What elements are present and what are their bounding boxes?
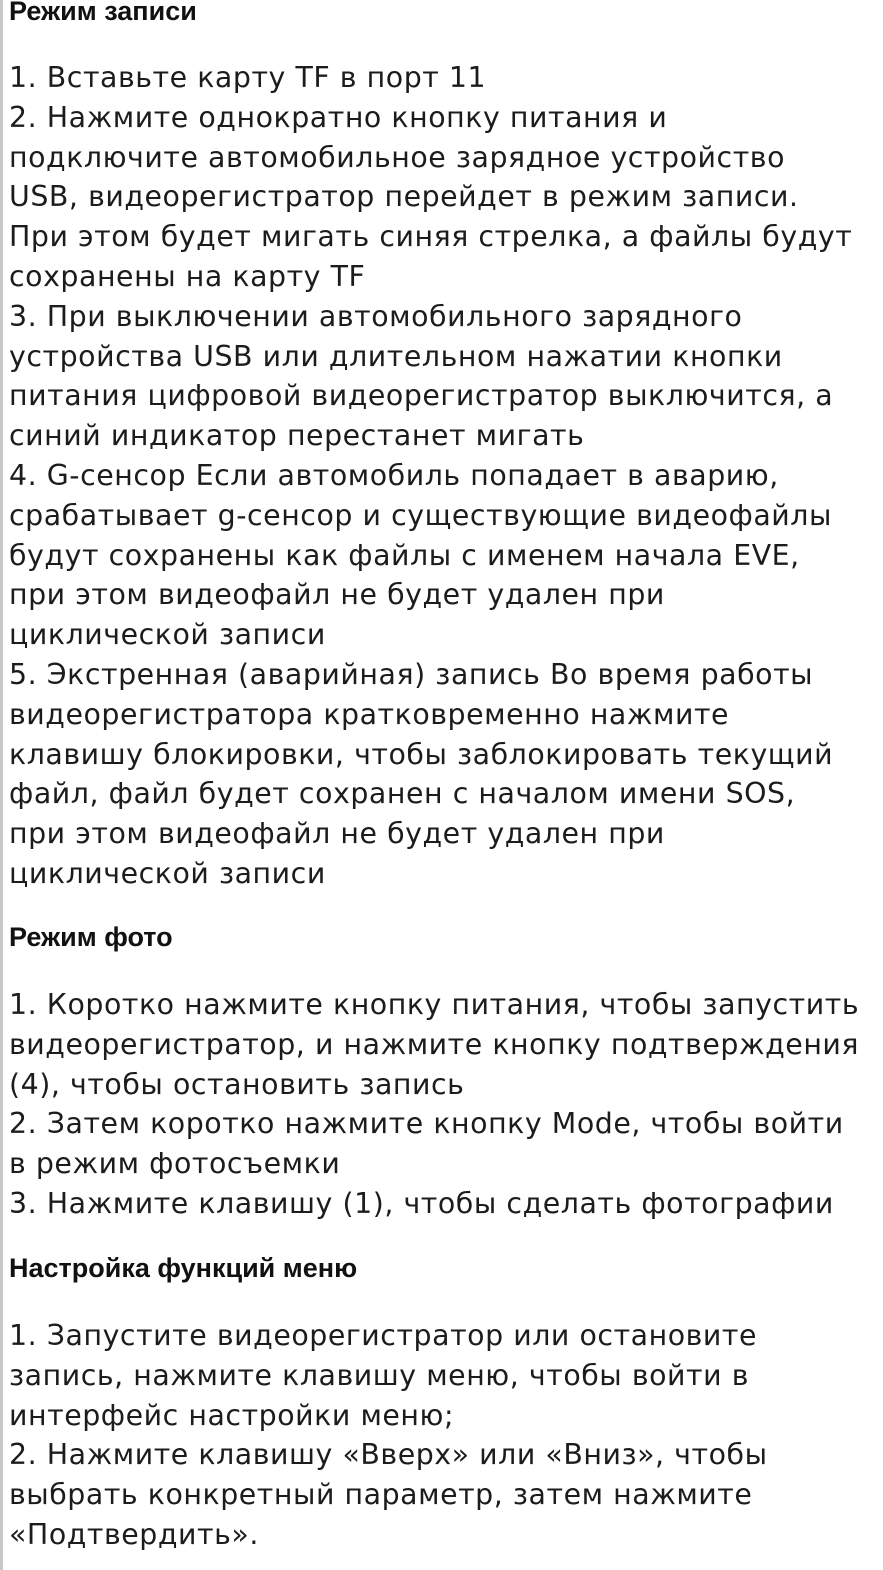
text-line: 2. Нажмите однократно кнопку питания и	[9, 100, 668, 134]
recording-mode-heading: Режим записи	[9, 0, 197, 26]
menu-settings-text	[9, 1316, 768, 1555]
text-line: 1. Коротко нажмите кнопку питания, чтобы запустить	[9, 988, 860, 1021]
text-line: питания цифровой видеорегистратор выключится, а	[9, 379, 834, 413]
text-line: видеорегистратор, и нажмите кнопку подтверждения	[9, 1027, 860, 1061]
text-line: при этом видеофайл не будет удален при	[9, 578, 665, 612]
text-line: 2. Нажмите клавишу «Вверх» или «Вниз», чтобы	[9, 1438, 768, 1472]
text-line: При этом будет мигать синяя стрелка, а файлы будут	[9, 220, 853, 254]
text-line: 5. Экстренная (аварийная) запись Во время работы	[9, 657, 814, 691]
text-line: срабатывает g-сенсор и существующие видеофайлы	[9, 498, 832, 532]
text-line: «Подтвердить».	[9, 1517, 259, 1551]
text-line: выбрать конкретный параметр, затем нажмите	[9, 1478, 753, 1512]
text-line: видеорегистратора кратковременно нажмите	[9, 697, 730, 731]
text-line: 1. Вставьте карту TF в порт 11	[9, 61, 487, 94]
text-line: файл, файл будет сохранен с началом имени SOS,	[9, 777, 796, 811]
menu-settings-heading: Настройка функций меню	[9, 1253, 358, 1283]
text-line: сохранены на карту TF	[9, 259, 366, 293]
text-line: синий индикатор перестанет мигать	[9, 419, 585, 453]
text-line: циклической записи	[9, 618, 326, 652]
text-line: циклической записи	[9, 856, 326, 890]
photo-mode-heading: Режим фото	[9, 922, 173, 952]
text-line: USB, видеорегистратор перейдет в режим записи.	[9, 180, 799, 214]
text-line: 2. Затем коротко нажмите кнопку Mode, чтобы войти	[9, 1107, 844, 1141]
text-line: подключите автомобильное зарядное устройство	[9, 140, 785, 174]
text-line: в режим фотосъемки	[9, 1147, 341, 1181]
text-line: интерфейс настройки меню;	[9, 1398, 455, 1432]
text-line: будут сохранены как файлы с именем начала EVE,	[9, 538, 800, 572]
text-line: запись, нажмите клавишу меню, чтобы войти в	[9, 1358, 749, 1392]
photo-mode-text	[9, 985, 859, 1224]
recording-mode-text	[9, 58, 852, 894]
text-line: 1. Запустите видеорегистратор или остановите	[9, 1319, 758, 1352]
text-line: устройства USB или длительном нажатии кнопки	[9, 339, 783, 373]
text-line: 3. Нажмите клавишу (1), чтобы сделать фотографии	[9, 1186, 834, 1220]
left-border	[0, 0, 3, 1570]
text-line: 3. При выключении автомобильного зарядного	[9, 299, 743, 333]
text-line: клавишу блокировки, чтобы заблокировать текущий	[9, 737, 834, 771]
text-line: (4), чтобы остановить запись	[9, 1067, 465, 1101]
text-line: при этом видеофайл не будет удален при	[9, 817, 665, 851]
text-line: 4. G-сенсор Если автомобиль попадает в аварию,	[9, 458, 779, 492]
